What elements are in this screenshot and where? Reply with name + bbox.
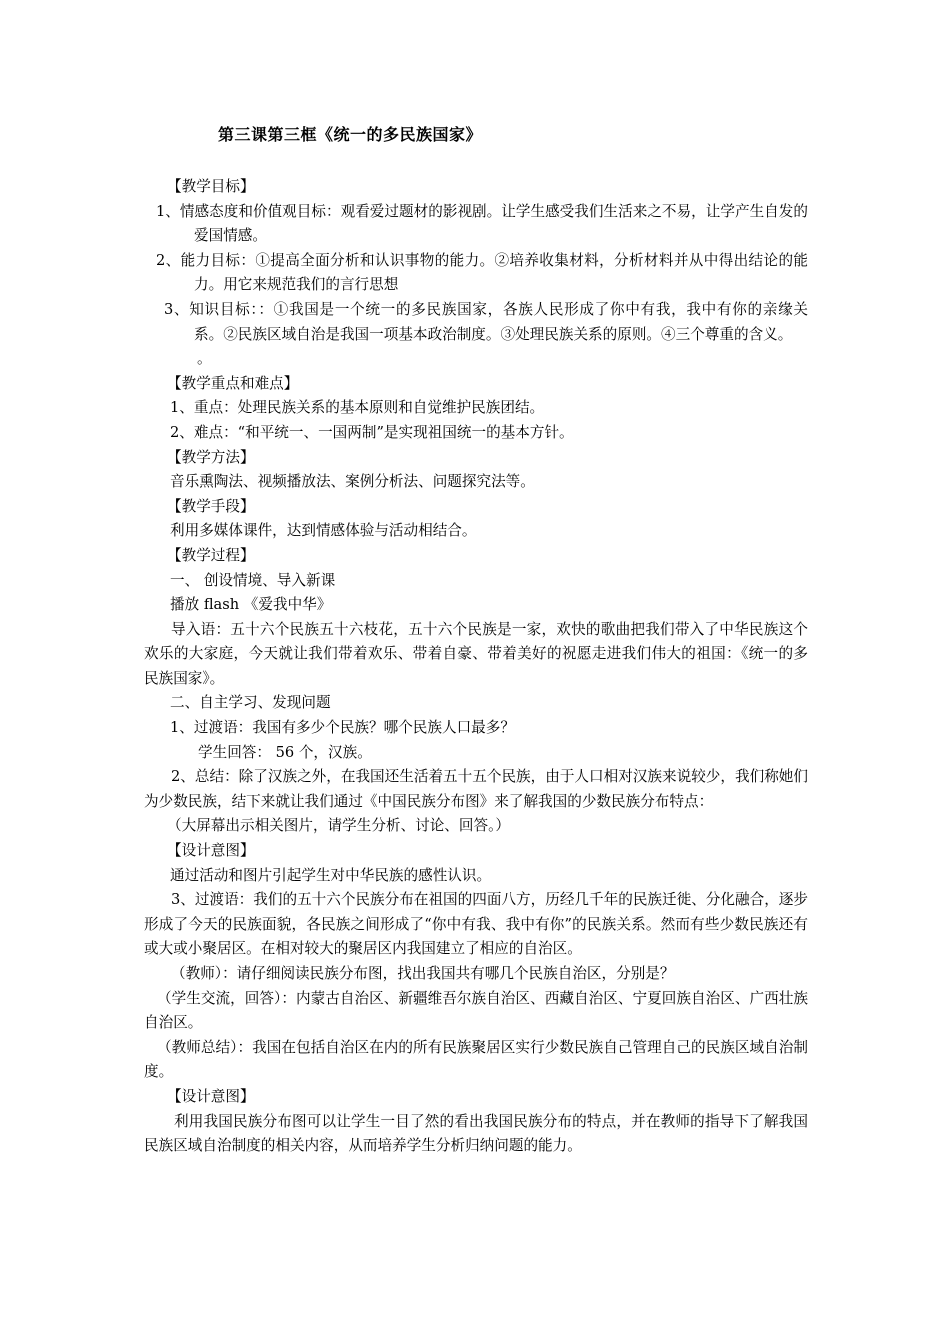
key-point-item: 1、重点：处理民族关系的基本原则和自觉维护民族团结。 bbox=[170, 399, 545, 417]
section-heading-design-intent-1: 【设计意图】 bbox=[167, 842, 255, 860]
section-heading-design-intent-2: 【设计意图】 bbox=[167, 1087, 255, 1105]
transition-3-text: 3、过渡语：我们的五十六个民族分布在祖国的四面八方，历经几千年的民族迁徙、分化融合，逐步形成了今天的民族面貌，各民族之间形成了“你中有我、我中有你”的民族关系。然而有些少数民族还有或大或小聚居区。在相对较大的聚居区内我国建立了相应的自治区。 bbox=[144, 891, 808, 958]
means-text: 利用多媒体课件，达到情感体验与活动相结合。 bbox=[170, 522, 477, 540]
teacher-question-text: （教师）：请仔细阅读民族分布图，找出我国共有哪几个民族自治区，分别是？ bbox=[171, 965, 675, 982]
goal-item-ability: 2、能力目标：①提高全面分析和认识事物的能力。②培养收集材料，分析材料并从中得出结论的能力。用它来规范我们的言行思想 bbox=[156, 251, 808, 294]
summary-2-text: 2、总结：除了汉族之外，在我国还生活着五十五个民族，由于人口相对汉族来说较少，我们称她们为少数民族，结下来就让我们通过《中国民族分布图》来了解我国的少数民族分布特点： bbox=[144, 768, 808, 810]
play-flash-text: 播放 flash 《爱我中华》 bbox=[170, 596, 332, 614]
intro-text: 导入语：五十六个民族五十六枝花，五十六个民族是一家，欢快的歌曲把我们带入了中华民族这个欢乐的大家庭，今天就让我们带着欢乐、带着自豪、带着美好的祝愿走进我们伟大的祖国：《统一的多民族国家》。 bbox=[144, 620, 808, 687]
document-title: 第三课第三框《统一的多民族国家》 bbox=[218, 125, 483, 144]
goal-item-knowledge: 3、知识目标：：①我国是一个统一的多民族国家，各族人民形成了你中有我，我中有你的亲缘关系。②民族区域自治是我国一项基本政治制度。③处理民族关系的原则。④三个尊重的含义。 bbox=[164, 300, 808, 343]
section-heading-key-points: 【教学重点和难点】 bbox=[167, 374, 299, 392]
stray-period: 。 bbox=[197, 350, 212, 368]
difficult-point-item: 2、难点：“和平统一、一国两制”是实现祖国统一的基本方针。 bbox=[170, 423, 574, 441]
design-intent-2-text: 利用我国民族分布图可以让学生一目了然的看出我国民族分布的特点，并在教师的指导下了解我国民族区域自治制度的相关内容，从而培养学生分析归纳问题的能力。 bbox=[144, 1112, 808, 1155]
section-heading-teaching-goals: 【教学目标】 bbox=[167, 178, 255, 195]
goal-item-emotion: 1、情感态度和价值观目标：观看爱过题材的影视剧。让学生感受我们生活来之不易，让学产生自发的爱国情感。 bbox=[156, 202, 808, 245]
document-body bbox=[144, 175, 808, 1159]
teacher-summary-text: （教师总结）：我国在包括自治区在内的所有民族聚居区实行少数民族自己管理自己的民族区域自治制度。 bbox=[144, 1038, 808, 1081]
section-heading-process: 【教学过程】 bbox=[167, 546, 255, 564]
student-answer-1: 学生回答： 56 个，汉族。 bbox=[198, 743, 372, 761]
section-heading-methods: 【教学方法】 bbox=[167, 448, 255, 466]
process-step-2-heading: 二、自主学习、发现问题 bbox=[170, 694, 331, 712]
transition-question-1: 1、过渡语：我国有多少个民族？哪个民族人口最多？ bbox=[170, 719, 515, 737]
section-heading-means: 【教学手段】 bbox=[167, 497, 255, 515]
student-exchange-text: （学生交流，回答）：内蒙古自治区、新疆维吾尔族自治区、西藏自治区、宁夏回族自治区、广西壮族自治区。 bbox=[144, 989, 808, 1032]
methods-text: 音乐熏陶法、视频播放法、案例分析法、问题探究法等。 bbox=[170, 473, 535, 491]
process-step-1-heading: 一、 创设情境、导入新课 bbox=[170, 571, 336, 589]
screen-prompt-text: （大屏幕出示相关图片，请学生分析、讨论、回答。） bbox=[167, 817, 510, 835]
design-intent-1-text: 通过活动和图片引起学生对中华民族的感性认识。 bbox=[170, 866, 492, 884]
